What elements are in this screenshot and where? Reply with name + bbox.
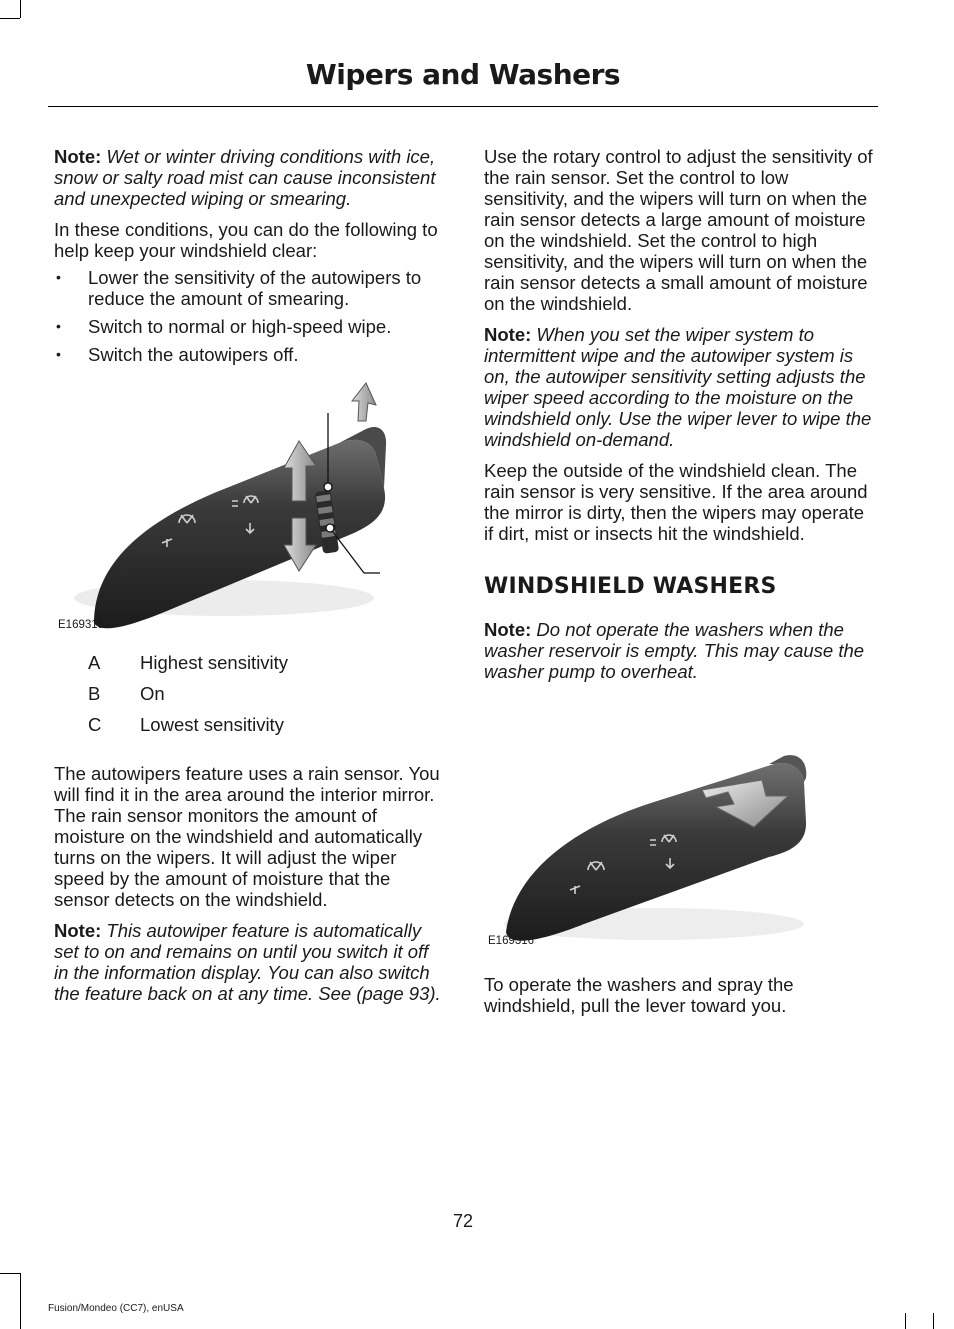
legend-row: [54, 714, 444, 745]
rain-sensor-paragraph: The autowipers feature uses a rain sensor. You will find it in the area around the interior mirror. The rain sensor monitors the amount of moisture on the windshield and automatically turns on the wipers. It will adjust the wiper speed by the amount of moisture that the sensor detects on the windshield.: [54, 763, 440, 910]
note-text: Do not operate the washers when the washer reservoir is empty. This may cause the washer pump to overheat.: [484, 619, 865, 682]
note-autowiper-default: [54, 920, 444, 1004]
title-divider: [48, 106, 878, 107]
section-heading: WINDSHIELD WASHERS: [484, 574, 777, 599]
note-washer-reservoir: [484, 619, 874, 682]
legend-key: B: [88, 683, 101, 704]
note-text: This autowiper feature is automatically set to on and remains on until you switch it off in the information display. You can also switch the feature back on at any time. See (page 93).: [54, 920, 441, 1004]
note-label: Note:: [54, 146, 102, 167]
legend-key: C: [88, 714, 102, 735]
list-item: • Lower the sensitivity of the autowipers to reduce the amount of smearing.: [54, 267, 444, 309]
note-intermittent-wipe: [484, 324, 874, 450]
legend-key: A: [88, 652, 101, 673]
page-title: Wipers and Washers: [305, 58, 621, 91]
list-item: • Switch to normal or high-speed wipe.: [54, 316, 444, 337]
figure-id: E169315: [58, 619, 105, 631]
windshield-clean-paragraph: Keep the outside of the windshield clean. The rain sensor is very sensitive. If the area around the mirror is dirty, then the wipers may operate if dirt, mist or insects hit the windshield.: [484, 460, 868, 544]
legend-value: Highest sensitivity: [140, 652, 289, 673]
figure-autowiper-lever: [54, 373, 444, 638]
crop-mark-bottom-right-a: [905, 1313, 906, 1329]
crop-mark-bottom-left-v: [20, 1273, 21, 1329]
intro-paragraph: In these conditions, you can do the following to help keep your windshield clear:: [54, 219, 438, 261]
right-column: [484, 146, 874, 1026]
figure-id: E169316: [488, 935, 535, 947]
legend-row: [54, 683, 444, 714]
legend-value: On: [140, 683, 165, 704]
rotary-control-paragraph: Use the rotary control to adjust the sensitivity of the rain sensor. Set the control to low sensitivity, and the wipers will turn on when the rain sensor detects a large amount of moisture on the windshield. Set the control to high sensitivity, and the wipers will turn on when the rain sensor detects a small amount of moisture on the windshield.: [484, 146, 873, 314]
crop-mark-top-left-v: [20, 0, 21, 18]
crop-mark-bottom-left: [0, 1273, 20, 1274]
washer-operate-paragraph: To operate the washers and spray the windshield, pull the lever toward you.: [484, 974, 794, 1016]
note-label: Note:: [54, 920, 102, 941]
footer-doc-id: Fusion/Mondeo (CC7), enUSA: [48, 1303, 184, 1314]
list-item: • Switch the autowipers off.: [54, 344, 444, 365]
crop-mark-bottom-right-b: [933, 1313, 934, 1329]
washer-lever-illustration: [484, 692, 874, 954]
legend-value: Lowest sensitivity: [140, 714, 284, 735]
figure-legend: [54, 652, 444, 745]
crop-mark-top-left: [0, 18, 20, 19]
note-label: Note:: [484, 324, 532, 345]
note-wet-conditions: [54, 146, 444, 209]
note-text: When you set the wiper system to intermittent wipe and the autowiper system is on, the autowiper sensitivity setting adjusts the wiper speed according to the moisture on the windshield only. Use the wiper lever to wipe the windshield on-demand.: [484, 324, 872, 450]
tips-list: [54, 267, 444, 365]
wiper-lever-illustration: [54, 373, 444, 638]
figure-washer-lever: [484, 692, 874, 954]
note-text: Wet or winter driving conditions with ice, snow or salty road mist can cause inconsistent and unexpected wiping or smearing.: [54, 146, 436, 209]
note-label: Note:: [484, 619, 532, 640]
page-number: 72: [452, 1211, 474, 1231]
left-column: [54, 146, 444, 1014]
legend-row: [54, 652, 444, 683]
